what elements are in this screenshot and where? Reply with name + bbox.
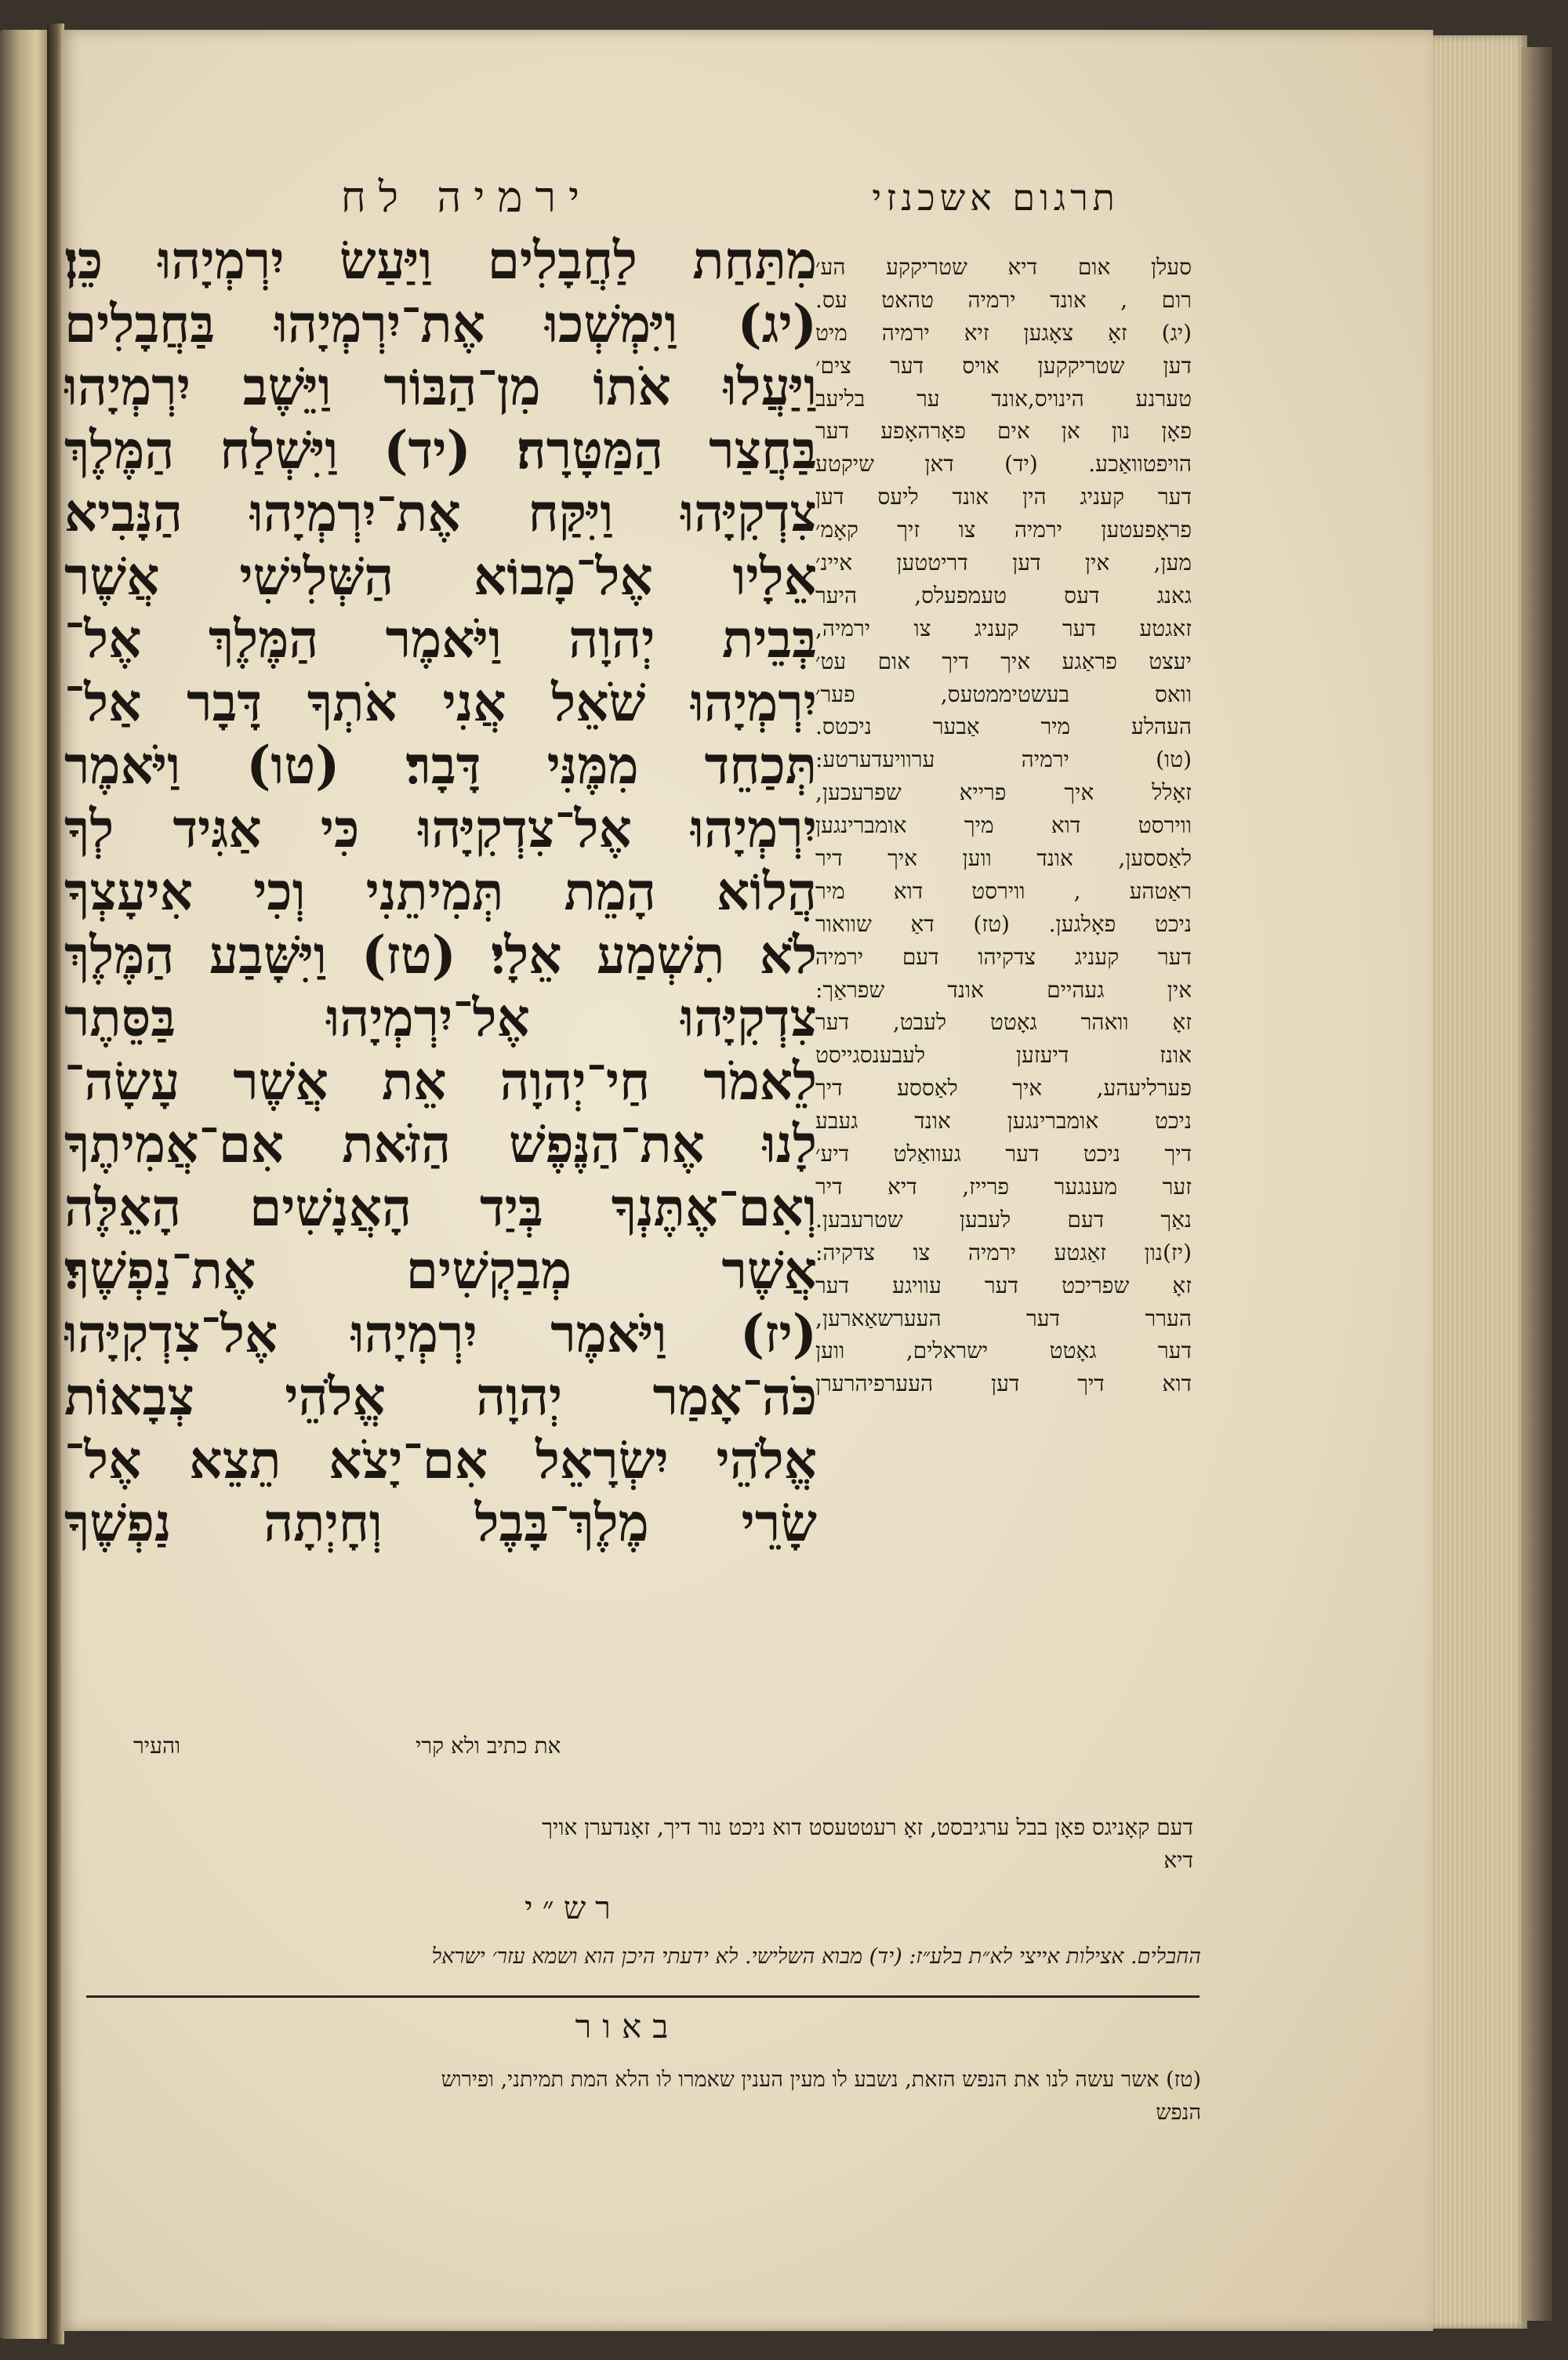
hebrew-verse-line: וַיַּעֲלוּ אֹתוֹ מִן־הַבּוֹר וַיֵּשֶׁב יִרְמְיָהוּ [64,356,817,417]
hebrew-verse-line: בַּחֲצַר הַמַּטָּרָה׃ (יד) וַיִּשְׁלַח הַמֶּלֶךְ [64,419,817,481]
yiddish-line: גאנג דעס טעמפעלס, היער [815,582,1192,608]
hebrew-verse-line: הֲלוֹא הָמֵת תְּמִיתֵנִי וְכִי אִיעָצְךָ [64,861,817,922]
yiddish-line: מען, אין דען דריטטען איינ׳ [815,550,1192,576]
biur-heading: באור [575,2007,680,2046]
yiddish-line: סעלן אום דיא שטריקקע הע׳ [815,254,1192,280]
hebrew-verse-line: צִדְקִיָּהוּ אֶל־יִרְמְיָהוּ בַּסֵּתֶר [64,987,817,1048]
yiddish-line: דער קעניג צדקיהו דעם ירמיה [815,943,1192,970]
yiddish-line: דער קעניג הין אונד ליעס דען [815,484,1192,510]
yiddish-line: ניכט אומברינגען אונד געבע [815,1108,1192,1135]
rashi-commentary: החבלים. אצילות אייצי לא״ת בלע״ז: (יד) מבוא השלישי. לא ידעתי היכן הוא ושמא עזר׳ ישראל [431,1944,1201,1969]
section-divider [86,1995,1200,1998]
yiddish-line: פערליעהע, איך לאַססע דיך [815,1075,1192,1102]
hebrew-verse-line: יִרְמְיָהוּ אֶל־צִדְקִיָּהוּ כִּי אַגִּיד לְךָ [64,797,817,859]
yiddish-line: יעצט פראַגע איך דיך אום עט׳ [815,648,1192,674]
yiddish-line: אין געהיים אונד שפראַך: [815,976,1192,1003]
yiddish-line: ווירסט דוא מיך אומברינגען [815,812,1192,839]
hebrew-verse-line: אֵלָיו אֶל־מָבוֹא הַשְּׁלִישִׁי אֲשֶׁר [64,545,817,607]
hebrew-verse-line: תְּכַחֵד מִמֶּנִּי דָּבָר׃ (טו) וַיֹּאמֶר [64,735,817,796]
masora-notes [118,1733,808,1769]
yiddish-line: טערנע הינויס,אונד ער בליעב [815,385,1192,412]
hebrew-verse-line: לֵאמֹר חַי־יְהוָה אֵת אֲשֶׁר עָשָׂה־ [64,1050,817,1112]
yiddish-continuation [64,1811,1193,1877]
hebrew-verse-line: אֱלֹהֵי יִשְׂרָאֵל אִם־יָצֹא תֵצֵא אֶל־ [64,1429,817,1490]
hebrew-verse-line: וְאִם־אֶתֶּנְךָ בְּיַד הָאֲנָשִׁים הָאֵלֶּה [64,1176,817,1238]
hebrew-text-column [64,229,817,1555]
yiddish-line: נאַך דעם לעבען שטרעבען. [815,1206,1192,1233]
yiddish-line: דוא דיך דען העערפיהרערן [815,1371,1192,1397]
running-head-book-title: ירמיה לח [340,172,593,222]
hebrew-verse-line: יִרְמְיָהוּ שֹׁאֵל אֲנִי אֹתְךָ דָּבָר אַל־ [64,671,817,733]
yiddish-line: וואס בעשטיממטעס, פער׳ [815,681,1192,707]
book-edge-shadow [1521,47,1552,2321]
yiddish-line: אונז דיעזען לעבענסגייסט [815,1042,1192,1069]
yiddish-line: (יג) זאָ צאָגען זיא ירמיה מיט [815,319,1192,346]
hebrew-verse-line: לָנוּ אֶת־הַנֶּפֶשׁ הַזֹּאת אִם־אֲמִיתֶךָ [64,1113,817,1175]
yiddish-line: לאַססען, אונד ווען איך דיר [815,845,1192,872]
biur-line: הנפש [1156,2100,1201,2125]
hebrew-verse-line: בְּבֵית יְהוָה וַיֹּאמֶר הַמֶּלֶךְ אֶל־ [64,608,817,670]
yiddish-translation-column [815,251,1192,1400]
yiddish-line: (טו) ירמיה ערוויעדערטע: [815,746,1192,773]
left-page-edge [0,30,49,2339]
yiddish-line: (יז)נון זאַגטע ירמיה צו צדקיה: [815,1239,1192,1265]
hebrew-verse-line: (יז) וַיֹּאמֶר יִרְמְיָהוּ אֶל־צִדְקִיָּהוּ [64,1302,817,1364]
hebrew-verse-line: (יג) וַיִּמְשְׁכוּ אֶת־יִרְמְיָהוּ בַּחֲבָלִים [64,292,817,354]
yiddish-line: דער גאָטט ישראלים, ווען [815,1338,1192,1364]
biur-commentary [64,2064,1201,2129]
yiddish-line: הויפטוואַכע. (יד) דאן שיקטע [815,451,1192,477]
hebrew-verse-line: לֹא תִשְׁמַע אֵלָי׃ (טז) וַיִּשָּׁבַע הַמֶּלֶךְ [64,924,817,986]
hebrew-verse-line: שָׂרֵי מֶלֶךְ־בָּבֶל וְחָיְתָה נַפְשֶׁךָ [64,1492,817,1553]
hebrew-verse-line: כֹּה־אָמַר יְהוָה אֱלֹהֵי צְבָאוֹת [64,1366,817,1427]
yiddish-line: העהלע מיר אַבער ניכטס. [815,713,1192,740]
continuation-line: דיא [1163,1847,1193,1873]
yiddish-line: ראַטהע , ווירסט דוא מיר [815,877,1192,904]
running-head-targum: תרגום אשכנזי [872,176,1120,219]
biur-line: (טז) אשר עשה לנו את הנפש הזאת, נשבע לו מעין הענין שאמרו לו הלא המת תמיתני, ופירוש [441,2068,1201,2092]
continuation-line: דעם קאָניגס פאָן בבל ערגיבסט, זאָ רעטטעסט דוא ניכט נור דיך, זאָנדערן אויך [542,1814,1193,1840]
rashi-heading: רש״י [524,1890,620,1926]
hebrew-verse-line: צִדְקִיָּהוּ וַיִּקַּח אֶת־יִרְמְיָהוּ הַנָּבִיא [64,482,817,543]
masora-veha-ir-note: והעיר [133,1733,181,1759]
yiddish-line: זאגטע דער קעניג צו ירמיה, [815,615,1192,641]
yiddish-line: פראָפעטען ירמיה צו זיך קאָמ׳ [815,517,1192,543]
hebrew-verse-line: אֲשֶׁר מְבַקְשִׁים אֶת־נַפְשֶׁךָ׃ [64,1240,817,1301]
yiddish-line: רום , אונד ירמיה טהאט עס. [815,286,1192,313]
yiddish-line: זאָ וואהר גאָטט לעבט, דער [815,1009,1192,1036]
yiddish-line: זאָלל איך פרייא שפרעכען, [815,779,1192,806]
yiddish-line: הערר דער העערשאַארען, [815,1305,1192,1331]
yiddish-line: דען שטריקקען אויס דער צים׳ [815,352,1192,379]
hebrew-verse-line: מִתַּחַת לַחֲבָלִים וַיַּעַשׂ יִרְמְיָהוּ כֵּן׃ [64,230,817,291]
yiddish-line: זער מענגער פרייז, דיא דיר [815,1173,1192,1200]
yiddish-line: דיך ניכט דער געוואַלט דיע׳ [815,1141,1192,1167]
masora-ketiv-note: את כתיב ולא קרי [416,1733,561,1759]
yiddish-line: זאָ שפריכט דער עוויגע דער [815,1272,1192,1298]
yiddish-line: ניכט פאָלגען. (טז) דאַ שוואור [815,910,1192,937]
page-fore-edge [1433,35,1527,2329]
yiddish-line: פאָן נון אן אים פאָרהאָפע דער [815,418,1192,445]
